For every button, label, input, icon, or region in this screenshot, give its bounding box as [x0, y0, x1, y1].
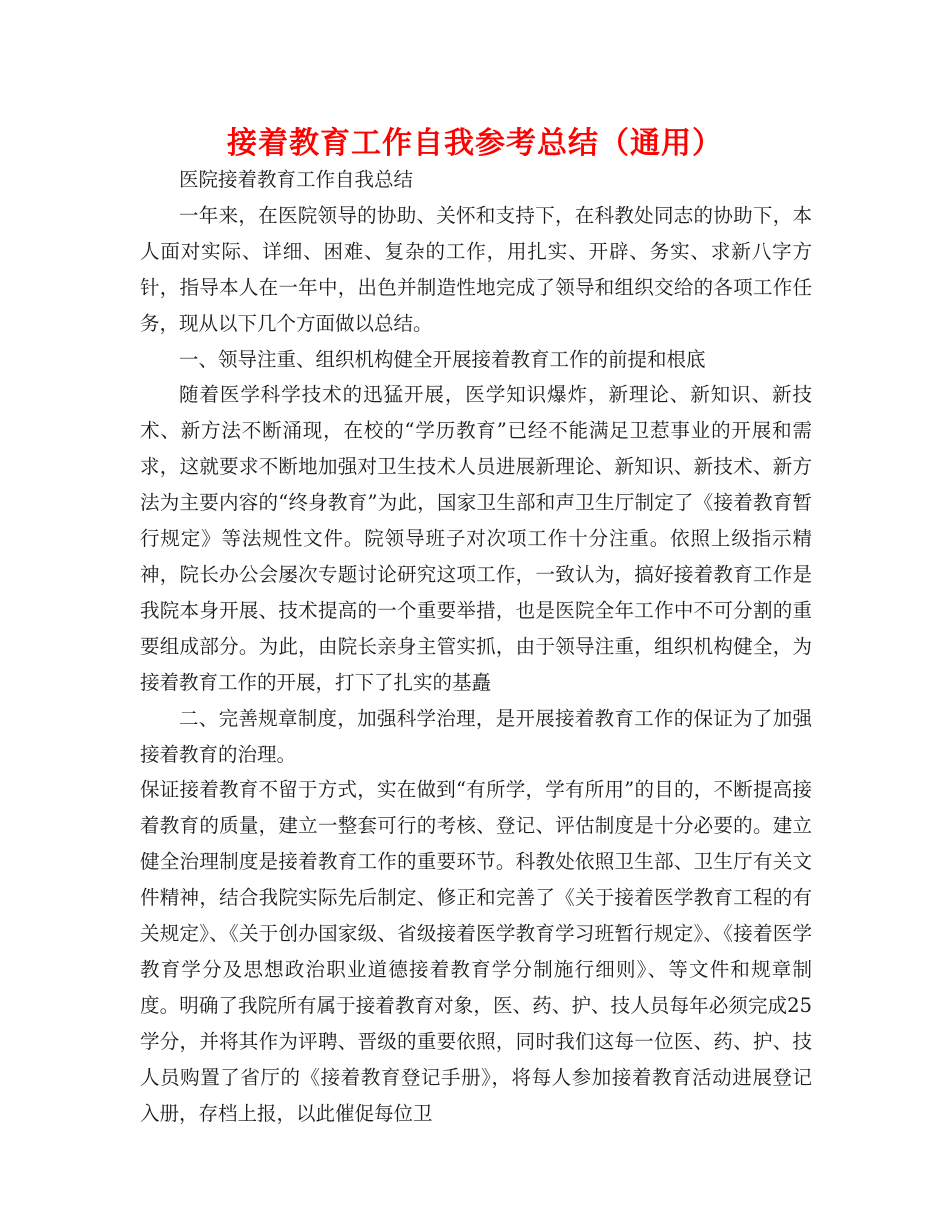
paragraph-heading-two: 二、完善规章制度，加强科学治理，是开展接着教育工作的保证为了加强接着教育的治理。: [140, 706, 812, 766]
paragraph-section-one: 随着医学科学技术的迅猛开展，医学知识爆炸，新理论、新知识、新技术、新方法不断涌现，在校的“学历教育”已经不能满足卫惹事业的开展和需求，这就要求不断地加强对卫生技术人员进展新理论、新知识、新技术、新方法为主要内容的“终身教育”为此，国家卫生部和声卫生厅制定了《接着教育暂行规定》等法规性文件。院领导班子对次项工作十分注重。依照上级指示精神，院长办公会屡次专题讨论研究这项工作，一致认为，搞好接着教育工作是我院本身开展、技术提高的一个重要举措，也是医院全年工作中不可分割的重要组成部分。为此，由院长亲身主管实抓，由于领导注重，组织机构健全，为接着教育工作的开展，打下了扎实的基矗: [140, 383, 812, 694]
document-body: [140, 162, 812, 1131]
document-title: 接着教育工作自我参考总结（通用）: [227, 126, 723, 161]
paragraph-subtitle: 医院接着教育工作自我总结: [179, 168, 414, 191]
paragraph-heading-one: 一、领导注重、组织机构健全开展接着教育工作的前提和根底: [179, 347, 706, 371]
paragraph-intro: 一年来，在医院领导的协助、关怀和支持下，在科教处同志的协助下，本人面对实际、详细、困难、复杂的工作，用扎实、开辟、务实、求新八字方针，指导本人在一年中，出色并制造性地完成了领导和组织交给的各项工作任务，现从以下几个方面做以总结。: [140, 203, 812, 335]
paragraph-section-two: 保证接着教育不留于方式，实在做到“有所学，学有所用”的目的，不断提高接着教育的质量，建立一整套可行的考核、登记、评估制度是十分必要的。建立健全治理制度是接着教育工作的重要环节。科教处依照卫生部、卫生厅有关文件精神，结合我院实际先后制定、修正和完善了《关于接着医学教育工程的有关规定》、《关于创办国家级、省级接着医学教育学习班暂行规定》、《接着医学教育学分及思想政治职业道德接着教育学分制施行细则》、等文件和规章制度。明确了我院所有属于接着教育对象，医、药、护、技人员每年必须完成25学分，并将其作为评聘、晋级的重要依照，同时我们这每一位医、药、护、技人员购置了省厅的《接着教育登记手册》，将每人参加接着教育活动进展登记入册，存档上报，以此催促每位卫: [140, 778, 812, 1125]
